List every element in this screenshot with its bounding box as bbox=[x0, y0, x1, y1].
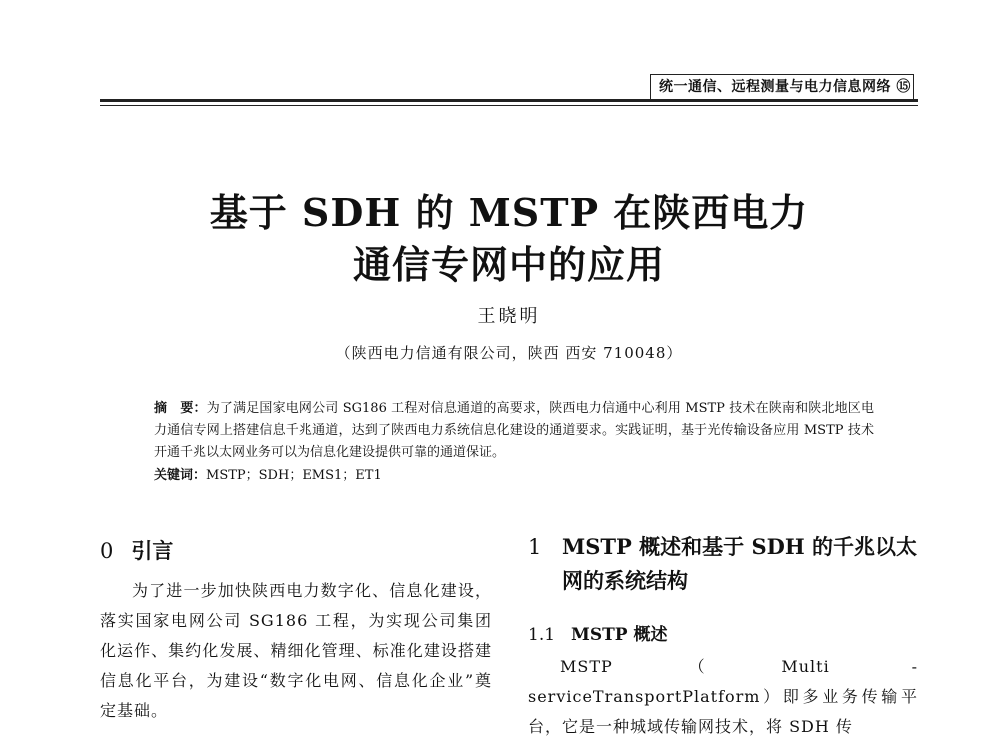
abstract-label: 摘 要： bbox=[154, 401, 207, 416]
section-1-number: 1 bbox=[528, 535, 542, 559]
section-0-heading bbox=[100, 535, 173, 565]
section-1-1-body: MSTP（Multi - serviceTransportPlatform）即多业务传输平台，它是一种城域传输网技术，将 SDH 传 bbox=[528, 657, 918, 736]
paper-title-line-1: 基于 SDH 的 MSTP 在陕西电力 bbox=[209, 190, 809, 235]
section-1-1-heading bbox=[528, 620, 668, 645]
section-1-title-line-2: 网的系统结构 bbox=[562, 568, 688, 593]
header-rule-thick bbox=[100, 99, 918, 102]
abstract-text: 为了满足国家电网公司 SG186 工程对信息通道的高要求，陕西电力信通中心利用 MSTP 技术在陕南和陕北地区电力通信专网上搭建信息千兆通道，达到了陕西电力系统信息化建设的通道要求。实践证明，基于光传输设备应用 MSTP 技术开通千兆以太网业务可以为信息化建设提供可靠的通道保证。 bbox=[154, 401, 874, 460]
header-rule-thin bbox=[100, 105, 918, 106]
section-0-number: 0 bbox=[100, 539, 114, 563]
section-1-1-number: 1.1 bbox=[528, 625, 556, 645]
author-name: 王晓明 bbox=[477, 306, 541, 327]
section-1-title-line-1: MSTP 概述和基于 SDH 的千兆以太 bbox=[562, 534, 917, 559]
paper-title-line-2: 通信专网中的应用 bbox=[352, 242, 665, 287]
section-0-body: 为了进一步加快陕西电力数字化、信息化建设，落实国家电网公司 SG186 工程，为实现公司集团化运作、集约化发展、精细化管理、标准化建设搭建信息化平台，为建设“数字化电网、信息化企业”奠定基础。 bbox=[100, 581, 492, 720]
keywords-text: MSTP；SDH；EMS1；ET1 bbox=[206, 468, 382, 483]
abstract bbox=[154, 398, 874, 464]
keywords bbox=[154, 465, 874, 487]
section-0-title: 引言 bbox=[131, 538, 174, 563]
running-header: 统一通信、远程测量与电力信息网络 ⑮ bbox=[650, 74, 914, 100]
keywords-label: 关键词： bbox=[154, 468, 207, 483]
author-affiliation: （陕西电力信通有限公司，陕西 西安 710048） bbox=[335, 344, 683, 362]
section-1-heading bbox=[528, 530, 918, 598]
section-1-1-title: MSTP 概述 bbox=[571, 625, 668, 645]
